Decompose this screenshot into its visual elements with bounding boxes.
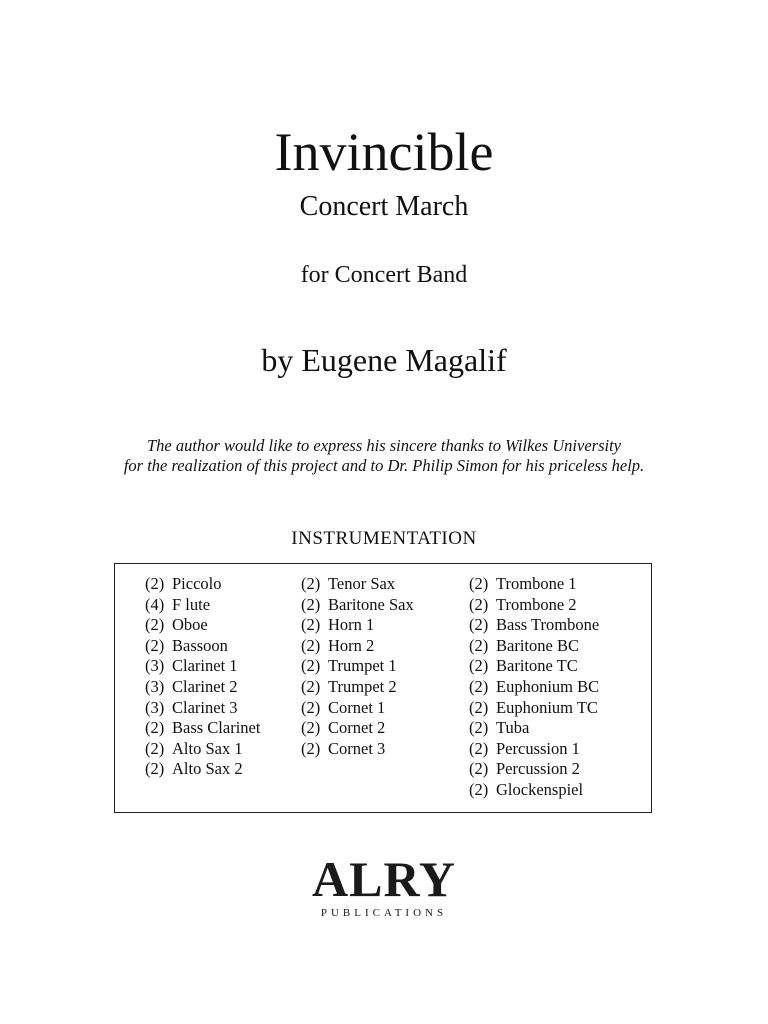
instrument-list-item bbox=[145, 636, 260, 657]
instrument-quantity: (2) bbox=[301, 594, 321, 614]
instrument-list-item bbox=[469, 615, 599, 636]
instrument-quantity: (2) bbox=[145, 718, 165, 738]
subtitle: Concert March bbox=[299, 191, 469, 222]
instrument-name: Alto Sax 2 bbox=[172, 759, 243, 779]
instrument-quantity: (2) bbox=[469, 656, 489, 676]
instrument-name: Horn 2 bbox=[328, 635, 375, 655]
instrument-name: Trombone 1 bbox=[496, 574, 577, 593]
instrument-quantity: (2) bbox=[469, 574, 489, 593]
instrument-name: Cornet 2 bbox=[328, 718, 386, 738]
instrument-name: Cornet 1 bbox=[328, 697, 386, 717]
instrument-name: Tuba bbox=[496, 718, 530, 738]
instrument-list-item bbox=[145, 656, 260, 677]
instrument-quantity: (2) bbox=[469, 594, 489, 614]
acknowledgement-line-2: for the realization of this project and to Dr. Philip Simon for his priceless help. bbox=[123, 456, 645, 475]
instrument-list-item bbox=[301, 656, 414, 677]
instrument-list-item bbox=[145, 595, 260, 616]
instrument-quantity: (2) bbox=[145, 738, 165, 758]
instrument-name: Alto Sax 1 bbox=[172, 738, 243, 758]
instrument-name: Euphonium BC bbox=[496, 676, 600, 696]
instrument-name: Clarinet 1 bbox=[172, 656, 238, 676]
instrument-list-item bbox=[469, 759, 599, 780]
ensemble-line: for Concert Band bbox=[300, 262, 468, 288]
instrument-list-item bbox=[301, 739, 414, 760]
instrument-list-item bbox=[469, 574, 599, 595]
instrument-name: Clarinet 3 bbox=[172, 697, 238, 717]
instrument-quantity: (2) bbox=[145, 759, 165, 779]
instrument-list-item bbox=[469, 780, 599, 801]
instrument-list-item bbox=[145, 574, 260, 595]
instrument-quantity: (2) bbox=[301, 738, 321, 758]
acknowledgement bbox=[0, 436, 768, 476]
publisher-logo bbox=[0, 852, 768, 920]
instrument-list-item bbox=[145, 615, 260, 636]
instrument-list-item bbox=[469, 636, 599, 657]
instrument-list-item bbox=[469, 739, 599, 760]
instrument-list-item bbox=[469, 698, 599, 719]
instrument-list-item bbox=[301, 677, 414, 698]
instrument-name: Clarinet 2 bbox=[172, 676, 238, 696]
instrument-quantity: (4) bbox=[145, 594, 165, 614]
instrument-list-item bbox=[145, 759, 260, 780]
instrument-name: F lute bbox=[172, 594, 211, 614]
instrument-quantity: (3) bbox=[145, 697, 165, 717]
instrument-quantity: (2) bbox=[469, 779, 489, 799]
instrument-list-item bbox=[469, 718, 599, 739]
instrument-quantity: (2) bbox=[301, 574, 321, 593]
instrument-quantity: (2) bbox=[469, 759, 489, 779]
instrument-name: Trumpet 2 bbox=[328, 676, 397, 696]
instrument-list-item bbox=[469, 656, 599, 677]
instrument-quantity: (2) bbox=[301, 697, 321, 717]
instrument-name: Horn 1 bbox=[328, 615, 375, 635]
instrument-list-item bbox=[469, 677, 599, 698]
instrument-quantity: (2) bbox=[469, 718, 489, 738]
page-title: Invincible bbox=[274, 122, 494, 182]
instrumentation-column-1 bbox=[145, 574, 260, 780]
instrumentation-box bbox=[114, 563, 652, 813]
instrument-name: Tenor Sax bbox=[328, 574, 396, 593]
instrument-list-item bbox=[301, 698, 414, 719]
instrumentation-column-3 bbox=[469, 574, 599, 801]
instrument-list-item bbox=[145, 677, 260, 698]
instrument-quantity: (2) bbox=[469, 615, 489, 635]
instrument-name: Glockenspiel bbox=[496, 779, 584, 799]
instrument-name: Percussion 1 bbox=[496, 738, 580, 758]
instrument-list-item bbox=[301, 718, 414, 739]
instrument-name: Percussion 2 bbox=[496, 759, 580, 779]
instrument-name: Bass Trombone bbox=[496, 615, 600, 635]
instrument-quantity: (2) bbox=[301, 656, 321, 676]
acknowledgement-line-1: The author would like to express his sincere thanks to Wilkes University bbox=[147, 436, 621, 455]
instrument-quantity: (2) bbox=[469, 697, 489, 717]
instrument-name: Piccolo bbox=[172, 574, 222, 593]
instrument-name: Cornet 3 bbox=[328, 738, 386, 758]
composer-credit: by Eugene Magalif bbox=[261, 342, 507, 378]
instrument-name: Euphonium TC bbox=[496, 697, 598, 717]
instrument-name: Baritone TC bbox=[496, 656, 578, 676]
publisher-tagline: PUBLICATIONS bbox=[320, 907, 448, 919]
instrument-name: Oboe bbox=[172, 615, 208, 635]
instrument-quantity: (2) bbox=[145, 635, 165, 655]
instrument-quantity: (2) bbox=[469, 676, 489, 696]
instrument-list-item bbox=[301, 595, 414, 616]
instrument-quantity: (2) bbox=[469, 738, 489, 758]
instrument-quantity: (2) bbox=[145, 615, 165, 635]
instrument-list-item bbox=[301, 574, 414, 595]
instrument-quantity: (2) bbox=[301, 615, 321, 635]
instrument-quantity: (2) bbox=[301, 676, 321, 696]
instrument-name: Bass Clarinet bbox=[172, 718, 261, 738]
instrument-list-item bbox=[469, 595, 599, 616]
instrument-quantity: (2) bbox=[301, 635, 321, 655]
publisher-name: ALRY bbox=[312, 851, 456, 907]
instrumentation-column-2 bbox=[301, 574, 414, 759]
instrument-list-item bbox=[145, 698, 260, 719]
instrument-name: Bassoon bbox=[172, 635, 228, 655]
instrument-list-item bbox=[301, 636, 414, 657]
instrument-name: Baritone Sax bbox=[328, 594, 414, 614]
instrument-quantity: (2) bbox=[301, 718, 321, 738]
instrument-quantity: (2) bbox=[469, 635, 489, 655]
instrument-list-item bbox=[145, 739, 260, 760]
instrument-name: Trombone 2 bbox=[496, 594, 577, 614]
instrument-quantity: (3) bbox=[145, 676, 165, 696]
instrument-quantity: (2) bbox=[145, 574, 165, 593]
instrumentation-heading: INSTRUMENTATION bbox=[291, 528, 477, 549]
instrument-name: Trumpet 1 bbox=[328, 656, 397, 676]
instrument-list-item bbox=[301, 615, 414, 636]
instrument-quantity: (3) bbox=[145, 656, 165, 676]
instrument-name: Baritone BC bbox=[496, 635, 579, 655]
instrument-list-item bbox=[145, 718, 260, 739]
